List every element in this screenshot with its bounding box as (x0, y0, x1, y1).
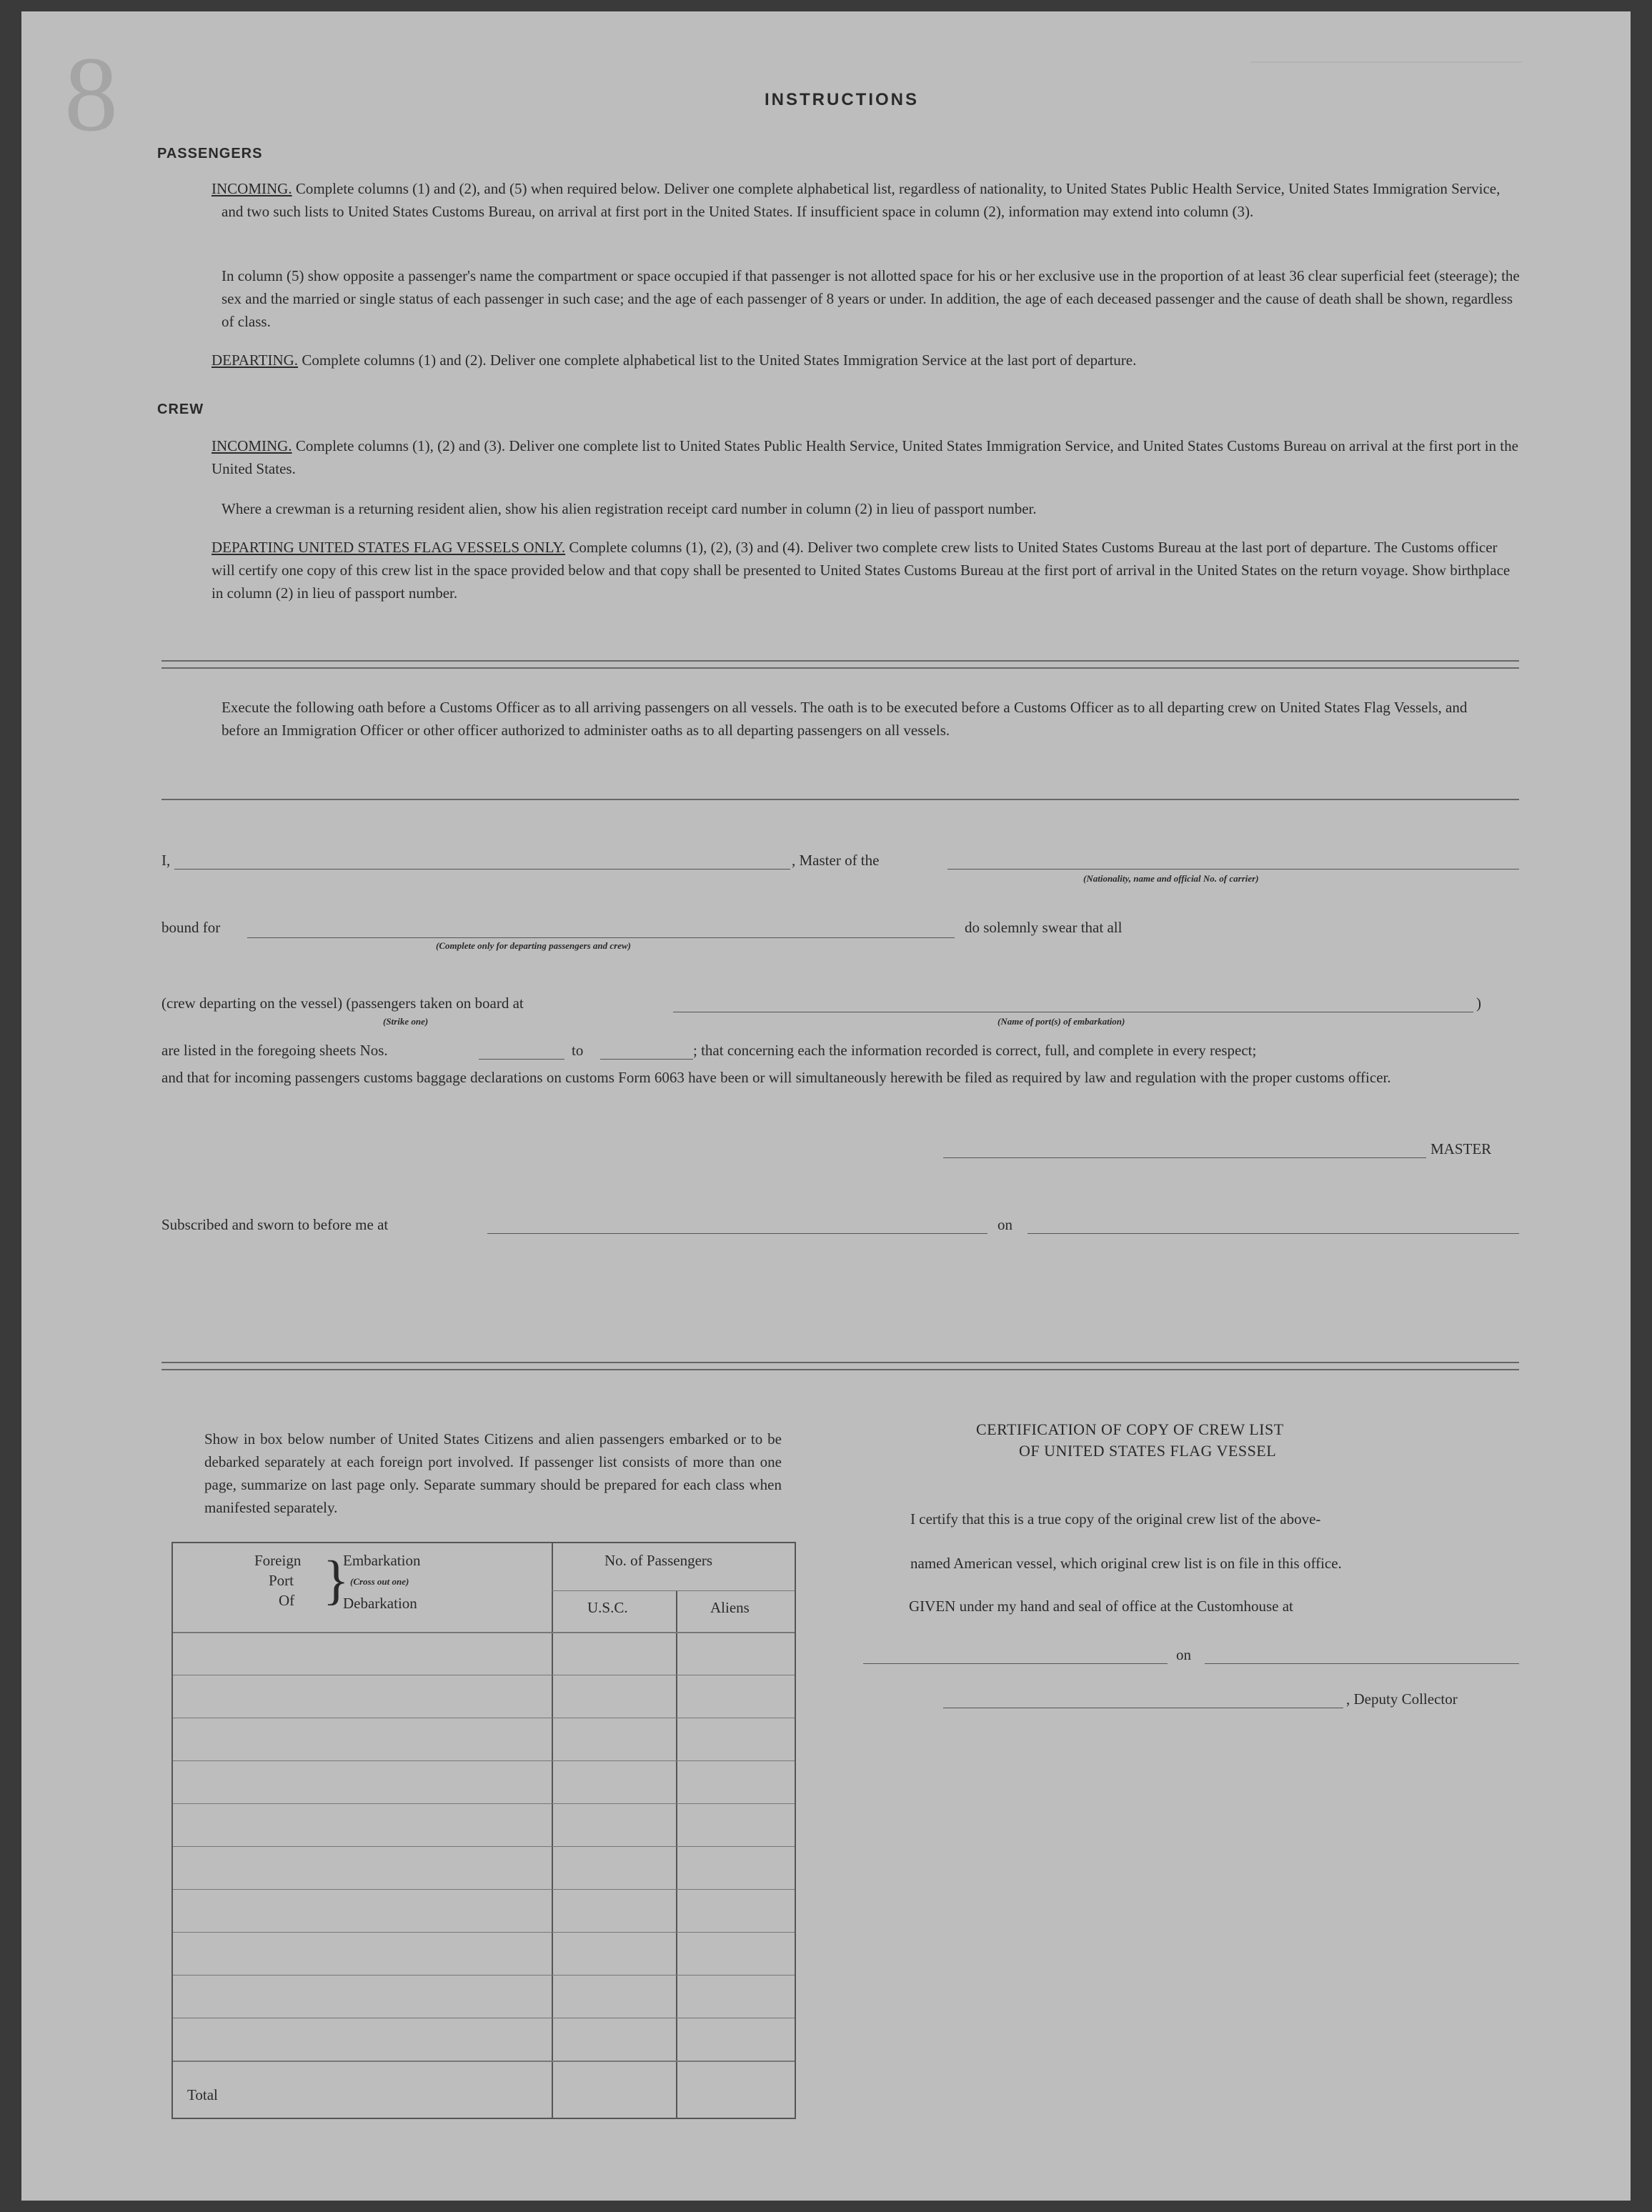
crew-departing-paragraph (212, 536, 1522, 604)
crew-departing-label: DEPARTING UNITED STATES FLAG VESSELS ONLY. (212, 539, 566, 556)
certification-line-3: GIVEN under my hand and seal of office at the Customhouse at (909, 1598, 1293, 1615)
page-title: INSTRUCTIONS (765, 90, 919, 109)
table-row (173, 1932, 795, 1933)
table-divider (676, 1590, 677, 2118)
crew-incoming-text: Complete columns (1), (2) and (3). Deliver one complete list to United States Public Health Service, United States Immigration Service, and United States Customs Bureau on arrival at the first port in the United States. (212, 437, 1518, 477)
total-label: Total (187, 2086, 218, 2103)
of-label: Of (279, 1592, 295, 1609)
embarkation-label: Embarkation (343, 1552, 421, 1569)
summary-instructions: Show in box below number of United States Citizens and alien passengers embarked or to be debarked separately at each foreign port involved. If passenger list consists of more than one page, summarize on last page only. Separate summary should be prepared for each class when manifested separately. (204, 1430, 782, 1516)
foreign-label: Foreign (254, 1552, 302, 1569)
passengers-heading: PASSENGERS (157, 146, 263, 161)
certification-line-1: I certify that this is a true copy of the original crew list of the above- (910, 1510, 1321, 1528)
oath-i-label: I, (161, 852, 171, 869)
listed-continuation: ; that concerning each the information recorded is correct, full, and complete in every respect; (693, 1042, 1257, 1059)
passengers-incoming-label: INCOMING. (212, 180, 292, 197)
bound-for-field[interactable] (247, 937, 955, 938)
bound-for-label: bound for (161, 919, 221, 936)
sheet-number-mark: 8 (64, 35, 118, 154)
sheet-from-field[interactable] (479, 1059, 564, 1060)
crew-departing-label: (crew departing on the vessel) (passengers taken on board at (161, 995, 524, 1012)
swear-label: do solemnly swear that all (965, 919, 1123, 936)
section-divider (161, 799, 1519, 800)
certification-on-label: on (1176, 1646, 1191, 1663)
table-row (173, 1760, 795, 1761)
table-row (173, 1803, 795, 1804)
cross-out-caption: (Cross out one) (350, 1576, 409, 1587)
certification-line-2: named American vessel, which original crew list is on file in this office. (910, 1555, 1342, 1572)
passengers-departing-paragraph (212, 349, 1522, 372)
master-of-label: , Master of the (792, 852, 880, 869)
section-divider (161, 1369, 1519, 1370)
sworn-date-field[interactable] (1027, 1233, 1519, 1234)
section-divider (161, 667, 1519, 669)
form-sheet (21, 11, 1631, 2201)
sworn-place-field[interactable] (487, 1233, 987, 1234)
carrier-field[interactable] (947, 869, 1519, 870)
section-divider (161, 660, 1519, 662)
deputy-collector-label: , Deputy Collector (1346, 1690, 1458, 1708)
table-row (173, 1975, 795, 1976)
passengers-departing-label: DEPARTING. (212, 352, 299, 369)
passengers-incoming-paragraph (212, 177, 1522, 223)
no-passengers-header: No. of Passengers (604, 1552, 713, 1569)
passengers-column5-paragraph: In column (5) show opposite a passenger's name the compartment or space occupied if that passenger is not allotted space for his or her exclusive use in the proportion of at least 36 clear superficial feet (steerage); the sex and the married or single status of each passenger in such case; and the age of each passenger of 8 years or under. In addition, the age of each deceased passenger and the cause of death shall be shown, regardless of class. (222, 267, 1520, 330)
certification-date-field[interactable] (1205, 1663, 1519, 1664)
crew-incoming-paragraph (212, 434, 1522, 480)
to-label: to (572, 1042, 584, 1059)
passenger-summary-table (171, 1542, 796, 2119)
table-divider (552, 1543, 553, 2118)
table-row (173, 1889, 795, 1890)
sworn-on-label: on (997, 1216, 1012, 1233)
passengers-departing-text: Complete columns (1) and (2). Deliver one complete alphabetical list to the United States Immigration Service at the last port of departure. (302, 352, 1137, 369)
sheet-to-field[interactable] (600, 1059, 693, 1060)
master-signature-field[interactable] (943, 1157, 1426, 1158)
port-label: Port (269, 1572, 294, 1589)
crew-heading: CREW (157, 402, 204, 417)
oath-intro-paragraph: Execute the following oath before a Customs Officer as to all arriving passengers on all vessels. The oath is to be executed before a Customs Officer as to all departing crew on United States Flag Vessels, and before an Immigration Officer or other officer authorized to administer oaths as to all departing passengers on all vessels. (222, 699, 1468, 739)
section-divider (161, 1362, 1519, 1363)
table-divider (552, 1590, 795, 1591)
listed-declaration: and that for incoming passengers customs baggage declarations on customs Form 6063 have been or will simultaneously herewith be filed as required by law and regulation with the proper customs officer. (161, 1069, 1391, 1086)
ports-caption: (Name of port(s) of embarkation) (997, 1016, 1125, 1027)
debarkation-label: Debarkation (343, 1595, 417, 1612)
bound-for-caption: (Complete only for departing passengers and crew) (436, 940, 631, 951)
customhouse-field[interactable] (863, 1663, 1168, 1664)
crew-incoming-label: INCOMING. (212, 437, 292, 454)
usc-header: U.S.C. (587, 1599, 628, 1616)
strike-one-caption: (Strike one) (383, 1016, 429, 1027)
certification-heading-1: CERTIFICATION OF COPY OF CREW LIST (976, 1420, 1284, 1438)
passengers-incoming-text: Complete columns (1) and (2), and (5) when required below. Deliver one complete alphabetical list, regardless of nationality, to United States Public Health Service, United States Immigration Service, and two such lists to United States Customs Bureau, on arrival at first port in the United States. If insufficient space in column (2), information may extend into column (3). (222, 180, 1501, 220)
table-row (173, 2061, 795, 2062)
certification-heading-2: OF UNITED STATES FLAG VESSEL (1019, 1442, 1277, 1460)
aliens-header: Aliens (710, 1599, 750, 1616)
master-label: MASTER (1430, 1140, 1492, 1157)
subscribed-label: Subscribed and sworn to before me at (161, 1216, 389, 1233)
carrier-caption: (Nationality, name and official No. of carrier) (1083, 873, 1259, 884)
listed-sheets-label: are listed in the foregoing sheets Nos. (161, 1042, 388, 1059)
bleed-through-mark (1250, 61, 1522, 141)
table-row (173, 1846, 795, 1847)
table-divider (173, 1632, 795, 1633)
master-name-field[interactable] (174, 869, 790, 870)
crew-resident-paragraph: Where a crewman is a returning resident alien, show his alien registration receipt card number in column (2) in lieu of passport number. (222, 500, 1037, 517)
brace-icon: } (323, 1550, 349, 1610)
close-paren: ) (1476, 995, 1481, 1012)
crew-departing-text: Complete columns (1), (2), (3) and (4). Deliver two complete crew lists to United States Customs Bureau at the last port of departure. The Customs officer will certify one copy of this crew list in the space provided below and that copy shall be presented to United States Customs Bureau at the first port of arrival in the United States on the return voyage. Show birthplace in column (2) in lieu of passport number. (212, 539, 1511, 602)
